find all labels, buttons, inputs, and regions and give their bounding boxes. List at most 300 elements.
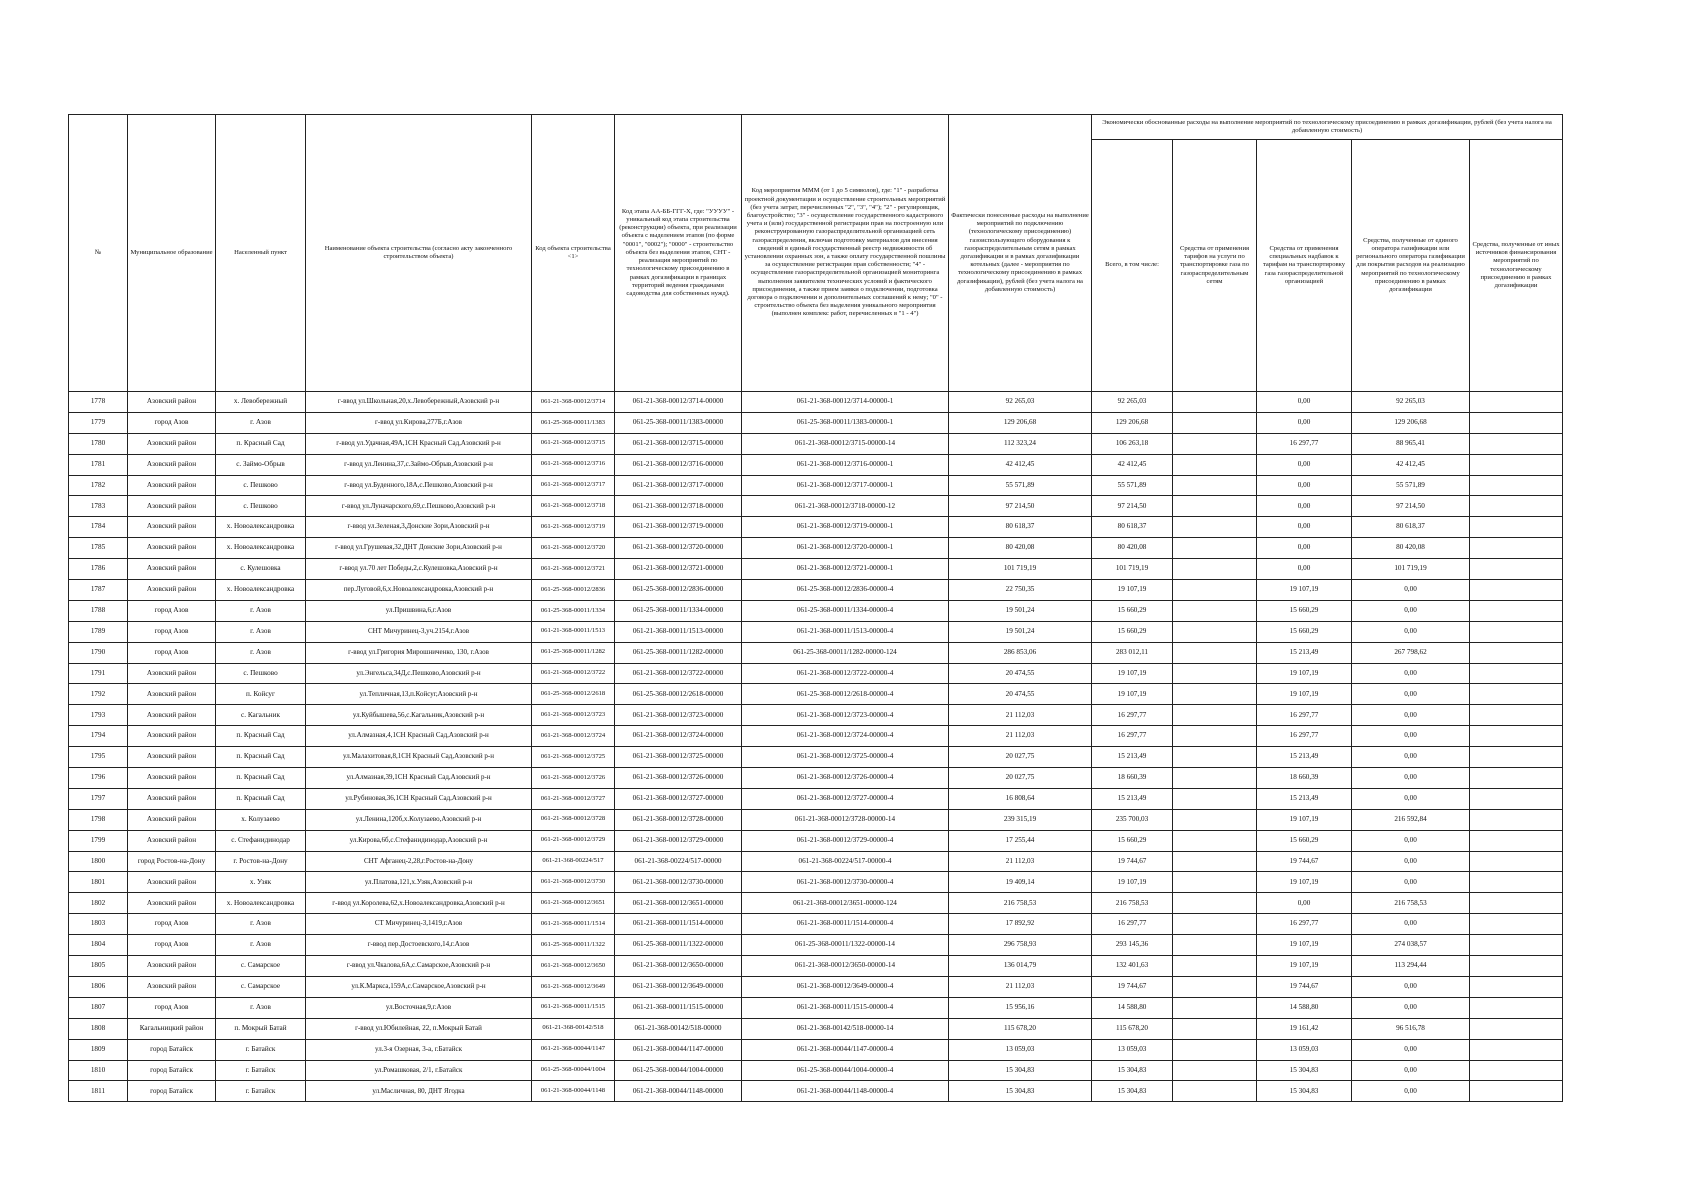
cell-event-code: 061-21-368-00142/518-00000-14: [742, 1018, 949, 1039]
cell-tariff-funds: [1173, 454, 1257, 475]
cell-event-code: 061-21-368-00012/3725-00000-4: [742, 747, 949, 768]
table-row: [69, 475, 1563, 496]
cell-municipality: Азовский район: [128, 496, 216, 517]
cell-operator-funds: 55 571,89: [1352, 475, 1470, 496]
cell-municipality: Азовский район: [128, 726, 216, 747]
cell-event-code: 061-21-368-00012/3718-00000-12: [742, 496, 949, 517]
cell-object-name: ул.Рубиновая,36,1СН Красный Сад,Азовский р-н: [306, 788, 532, 809]
cell-total: 101 719,19: [1092, 559, 1173, 580]
cell-object-name: г-ввод ул.Григория Мирошниченко, 130, г.Азов: [306, 642, 532, 663]
cell-total: 19 107,19: [1092, 872, 1173, 893]
cell-other-funds: [1470, 1039, 1563, 1060]
header-markup-funds: Средства от применения специальных надбавок к тарифам на транспортировку газа газораспределительной организацией: [1257, 140, 1352, 392]
cell-object-name: СНТ Мичуринец-3,уч.2154,г.Азов: [306, 621, 532, 642]
cell-tariff-funds: [1173, 768, 1257, 789]
cell-municipality: город Азов: [128, 914, 216, 935]
cell-municipality: город Ростов-на-Дону: [128, 851, 216, 872]
cell-settlement: с. Пешково: [216, 475, 306, 496]
table-row: [69, 642, 1563, 663]
cell-actual-costs: 19 501,24: [949, 621, 1092, 642]
cell-operator-funds: 0,00: [1352, 914, 1470, 935]
cell-other-funds: [1470, 1060, 1563, 1081]
cell-tariff-funds: [1173, 747, 1257, 768]
cell-object-name: г-ввод пер.Достоевского,14,г.Азов: [306, 935, 532, 956]
table-row: [69, 684, 1563, 705]
cell-tariff-funds: [1173, 663, 1257, 684]
cell-num: 1789: [69, 621, 128, 642]
cell-operator-funds: 96 516,78: [1352, 1018, 1470, 1039]
header-actual-costs: Фактически понесенные расходы на выполнение мероприятий по подключению (технологическому присоединению) газоиспользующего оборудования к газораспределительным сетям в рамках догазификации и в рамках догазификации котельных (далее - мероприятия по технологическому присоединению в рамках догазификации), рублей (без учета налога на добавленную стоимость): [949, 115, 1092, 392]
cell-object-name: ул.Платова,121,х.Узяк,Азовский р-н: [306, 872, 532, 893]
cell-total: 55 571,89: [1092, 475, 1173, 496]
cell-other-funds: [1470, 412, 1563, 433]
cell-object-code: 061-21-368-00012/3650: [532, 956, 615, 977]
cell-event-code: 061-21-368-00044/1147-00000-4: [742, 1039, 949, 1060]
cell-object-name: г-ввод ул.Буденного,18А,с.Пешково,Азовский р-н: [306, 475, 532, 496]
cell-actual-costs: 15 304,83: [949, 1060, 1092, 1081]
cell-municipality: город Батайск: [128, 1060, 216, 1081]
cell-operator-funds: 42 412,45: [1352, 454, 1470, 475]
cell-event-code: 061-21-368-00012/3722-00000-4: [742, 663, 949, 684]
cell-num: 1794: [69, 726, 128, 747]
cell-settlement: п. Красный Сад: [216, 433, 306, 454]
cell-event-code: 061-21-368-00011/1514-00000-4: [742, 914, 949, 935]
cell-tariff-funds: [1173, 893, 1257, 914]
cell-stage-code: 061-25-368-00044/1004-00000: [615, 1060, 742, 1081]
cell-object-name: г-ввод ул.Юбилейная, 22, п.Мокрый Батай: [306, 1018, 532, 1039]
header-settlement: Населенный пункт: [216, 115, 306, 392]
table-row: [69, 830, 1563, 851]
cell-markup-funds: 16 297,77: [1257, 726, 1352, 747]
cell-municipality: Азовский район: [128, 559, 216, 580]
cell-num: 1796: [69, 768, 128, 789]
cell-stage-code: 061-21-368-00012/3726-00000: [615, 768, 742, 789]
cell-stage-code: 061-21-368-00044/1148-00000: [615, 1081, 742, 1102]
cell-event-code: 061-21-368-00012/3727-00000-4: [742, 788, 949, 809]
cell-settlement: с. Самарское: [216, 956, 306, 977]
table-row: [69, 893, 1563, 914]
cell-municipality: Азовский район: [128, 663, 216, 684]
cell-operator-funds: 0,00: [1352, 663, 1470, 684]
header-event-code: Код мероприятия МММ (от 1 до 5 символов), где: "1" - разработка проектной документации и осуществление строительных мероприятий (без учета затрат, перечисленных "2", "3", "4"); "2" - регулировщик, благоустройство; "3" - осуществление государственного кадастрового учета и (или) государственной регистрации прав на построенную или реконструированную газораспределительной организацией сеть газораспределения, включая подготовку материалов для внесения сведений в единый государственный реестр недвижимости об установлении охранных зон, а также оплату государственной пошлины за осуществление регистрации прав собственности; "4" - осуществление газораспределительной организацией мониторинга выполнения заявителем технических условий и фактического присоединения, а также прием заявки о подключении, подготовка договора о подключении и дополнительных соглашений к нему; "0" - строительство объекта без выделения уникального мероприятия (выполнен комплекс работ, перечисленных в "1 - 4"): [742, 115, 949, 392]
cell-event-code: 061-21-368-00012/3730-00000-4: [742, 872, 949, 893]
cell-markup-funds: 19 107,19: [1257, 809, 1352, 830]
cell-stage-code: 061-25-368-00011/1282-00000: [615, 642, 742, 663]
cell-num: 1811: [69, 1081, 128, 1102]
cell-other-funds: [1470, 392, 1563, 413]
table-row: [69, 600, 1563, 621]
cell-total: 16 297,77: [1092, 914, 1173, 935]
cell-operator-funds: 0,00: [1352, 747, 1470, 768]
table-row: [69, 1081, 1563, 1102]
cell-event-code: 061-21-368-00012/3651-00000-124: [742, 893, 949, 914]
cell-stage-code: 061-21-368-00012/3715-00000: [615, 433, 742, 454]
cell-markup-funds: 19 107,19: [1257, 580, 1352, 601]
cell-num: 1803: [69, 914, 128, 935]
cell-object-name: ул.Ленина,120б,х.Колузаево,Азовский р-н: [306, 809, 532, 830]
cell-other-funds: [1470, 580, 1563, 601]
table-row: [69, 1039, 1563, 1060]
cell-markup-funds: 15 304,83: [1257, 1060, 1352, 1081]
table-row: [69, 1060, 1563, 1081]
cell-municipality: Азовский район: [128, 475, 216, 496]
cell-markup-funds: 15 660,29: [1257, 600, 1352, 621]
table-row: [69, 496, 1563, 517]
cell-settlement: с. Кагальник: [216, 705, 306, 726]
table-row: [69, 788, 1563, 809]
cell-markup-funds: 0,00: [1257, 475, 1352, 496]
cell-other-funds: [1470, 997, 1563, 1018]
cell-total: 19 107,19: [1092, 580, 1173, 601]
cell-event-code: 061-21-368-00012/3649-00000-4: [742, 976, 949, 997]
cell-total: 14 588,80: [1092, 997, 1173, 1018]
cell-object-code: 061-21-368-00044/1148: [532, 1081, 615, 1102]
cell-markup-funds: 15 213,49: [1257, 747, 1352, 768]
cell-other-funds: [1470, 809, 1563, 830]
cell-markup-funds: 16 297,77: [1257, 433, 1352, 454]
cell-actual-costs: 17 892,92: [949, 914, 1092, 935]
cell-tariff-funds: [1173, 559, 1257, 580]
cell-num: 1799: [69, 830, 128, 851]
cell-settlement: п. Койсуг: [216, 684, 306, 705]
cell-tariff-funds: [1173, 976, 1257, 997]
cell-actual-costs: 21 112,03: [949, 851, 1092, 872]
cell-total: 106 263,18: [1092, 433, 1173, 454]
cell-markup-funds: 14 588,80: [1257, 997, 1352, 1018]
cell-num: 1810: [69, 1060, 128, 1081]
cell-object-code: 061-25-368-00011/1282: [532, 642, 615, 663]
cell-other-funds: [1470, 914, 1563, 935]
cell-settlement: г. Батайск: [216, 1039, 306, 1060]
cell-object-name: СТ Мичуринец-3,1419,г.Азов: [306, 914, 532, 935]
cell-markup-funds: 19 744,67: [1257, 851, 1352, 872]
cell-operator-funds: 216 592,84: [1352, 809, 1470, 830]
cell-object-name: ул.Ромашковая, 2/1, г.Батайск: [306, 1060, 532, 1081]
cell-settlement: с. Пешково: [216, 663, 306, 684]
cell-operator-funds: 129 206,68: [1352, 412, 1470, 433]
cell-settlement: п. Красный Сад: [216, 747, 306, 768]
cell-object-code: 061-21-368-00012/3715: [532, 433, 615, 454]
cell-tariff-funds: [1173, 997, 1257, 1018]
cell-num: 1805: [69, 956, 128, 977]
cell-tariff-funds: [1173, 872, 1257, 893]
cell-event-code: 061-21-368-00011/1513-00000-4: [742, 621, 949, 642]
cell-actual-costs: 216 758,53: [949, 893, 1092, 914]
cell-event-code: 061-21-368-00044/1148-00000-4: [742, 1081, 949, 1102]
cell-event-code: 061-25-368-00011/1334-00000-4: [742, 600, 949, 621]
cell-settlement: х. Колузаево: [216, 809, 306, 830]
cell-other-funds: [1470, 663, 1563, 684]
cell-markup-funds: 19 107,19: [1257, 935, 1352, 956]
cell-tariff-funds: [1173, 642, 1257, 663]
header-operator-funds: Средства, полученные от единого оператора газификации или регионального оператора газификации для покрытия расходов на реализацию мероприятий по технологическому присоединению в рамках догазификации: [1352, 140, 1470, 392]
table-body: [69, 392, 1563, 1102]
table-row: [69, 914, 1563, 935]
cell-actual-costs: 42 412,45: [949, 454, 1092, 475]
cell-object-code: 061-21-368-00012/3726: [532, 768, 615, 789]
cell-event-code: 061-25-368-00012/2618-00000-4: [742, 684, 949, 705]
cell-object-code: 061-25-368-00011/1334: [532, 600, 615, 621]
cell-operator-funds: 0,00: [1352, 851, 1470, 872]
table-row: [69, 538, 1563, 559]
cell-object-code: 061-21-368-00012/3724: [532, 726, 615, 747]
cell-other-funds: [1470, 976, 1563, 997]
table-row: [69, 997, 1563, 1018]
cell-municipality: город Азов: [128, 997, 216, 1018]
cell-object-name: ул.Куйбышева,56,с.Кагальник,Азовский р-н: [306, 705, 532, 726]
cell-object-name: пер.Луговой,6,х.Новоалександровка,Азовский р-н: [306, 580, 532, 601]
cell-settlement: с. Стефанидинодар: [216, 830, 306, 851]
cell-object-name: ул.Пришвина,6,г.Азов: [306, 600, 532, 621]
cell-tariff-funds: [1173, 496, 1257, 517]
cell-object-code: 061-21-368-00012/3720: [532, 538, 615, 559]
header-num: №: [69, 115, 128, 392]
cell-other-funds: [1470, 433, 1563, 454]
cell-num: 1809: [69, 1039, 128, 1060]
table-row: [69, 768, 1563, 789]
cell-event-code: 061-21-368-00012/3650-00000-14: [742, 956, 949, 977]
cell-municipality: город Азов: [128, 621, 216, 642]
table-row: [69, 851, 1563, 872]
cell-event-code: 061-21-368-00012/3723-00000-4: [742, 705, 949, 726]
cell-event-code: 061-25-368-00044/1004-00000-4: [742, 1060, 949, 1081]
cell-stage-code: 061-25-368-00011/1383-00000: [615, 412, 742, 433]
cell-object-code: 061-25-368-00012/2836: [532, 580, 615, 601]
cell-other-funds: [1470, 705, 1563, 726]
cell-operator-funds: 0,00: [1352, 705, 1470, 726]
cell-total: 19 744,67: [1092, 976, 1173, 997]
cell-settlement: с. Пешково: [216, 496, 306, 517]
cell-stage-code: 061-21-368-00012/3716-00000: [615, 454, 742, 475]
cell-other-funds: [1470, 872, 1563, 893]
cell-other-funds: [1470, 935, 1563, 956]
cell-object-code: 061-21-368-00011/1513: [532, 621, 615, 642]
cell-object-code: 061-21-368-00011/1514: [532, 914, 615, 935]
cell-markup-funds: 19 107,19: [1257, 684, 1352, 705]
cell-operator-funds: 0,00: [1352, 976, 1470, 997]
cell-stage-code: 061-21-368-00012/3720-00000: [615, 538, 742, 559]
cell-tariff-funds: [1173, 600, 1257, 621]
table-row: [69, 580, 1563, 601]
cell-object-code: 061-21-368-00012/3725: [532, 747, 615, 768]
cell-markup-funds: 0,00: [1257, 392, 1352, 413]
cell-operator-funds: 0,00: [1352, 621, 1470, 642]
cell-other-funds: [1470, 559, 1563, 580]
cell-stage-code: 061-21-368-00012/3727-00000: [615, 788, 742, 809]
table-row: [69, 454, 1563, 475]
cell-actual-costs: 21 112,03: [949, 726, 1092, 747]
cell-other-funds: [1470, 600, 1563, 621]
cell-settlement: с. Кулешовка: [216, 559, 306, 580]
cell-object-code: 061-21-368-00012/3722: [532, 663, 615, 684]
header-object-name: Наименование объекта строительства (согласно акту законченного строительством объекта): [306, 115, 532, 392]
cell-other-funds: [1470, 1018, 1563, 1039]
cell-object-name: ул.Масличная, 80, ДНТ Ягодка: [306, 1081, 532, 1102]
table-row: [69, 412, 1563, 433]
cell-settlement: г. Ростов-на-Дону: [216, 851, 306, 872]
cell-stage-code: 061-21-368-00012/3649-00000: [615, 976, 742, 997]
cell-tariff-funds: [1173, 809, 1257, 830]
cell-municipality: Азовский район: [128, 872, 216, 893]
cell-object-name: ул.Алмазная,39,1СН Красный Сад,Азовский р-н: [306, 768, 532, 789]
cell-settlement: х. Новоалександровка: [216, 538, 306, 559]
cell-municipality: город Азов: [128, 642, 216, 663]
cell-stage-code: 061-21-368-00012/3728-00000: [615, 809, 742, 830]
cell-other-funds: [1470, 517, 1563, 538]
cell-num: 1782: [69, 475, 128, 496]
cell-settlement: г. Азов: [216, 600, 306, 621]
cell-actual-costs: 115 678,20: [949, 1018, 1092, 1039]
cell-municipality: Азовский район: [128, 893, 216, 914]
cell-settlement: с. Самарское: [216, 976, 306, 997]
cell-event-code: 061-21-368-00011/1515-00000-4: [742, 997, 949, 1018]
cell-municipality: Азовский район: [128, 788, 216, 809]
cell-num: 1808: [69, 1018, 128, 1039]
cell-settlement: г. Азов: [216, 935, 306, 956]
cell-total: 15 213,49: [1092, 788, 1173, 809]
cell-municipality: Азовский район: [128, 454, 216, 475]
cell-num: 1781: [69, 454, 128, 475]
cell-actual-costs: 20 027,75: [949, 747, 1092, 768]
cell-actual-costs: 286 853,06: [949, 642, 1092, 663]
cell-operator-funds: 0,00: [1352, 830, 1470, 851]
cell-settlement: г. Азов: [216, 997, 306, 1018]
table-row: [69, 621, 1563, 642]
cell-operator-funds: 113 294,44: [1352, 956, 1470, 977]
cell-settlement: г. Батайск: [216, 1060, 306, 1081]
cell-object-code: 061-25-368-00012/2618: [532, 684, 615, 705]
cell-operator-funds: 0,00: [1352, 726, 1470, 747]
cell-municipality: Азовский район: [128, 392, 216, 413]
cell-actual-costs: 13 059,03: [949, 1039, 1092, 1060]
cell-other-funds: [1470, 684, 1563, 705]
cell-actual-costs: 55 571,89: [949, 475, 1092, 496]
header-object-code: Код объекта строительства <1>: [532, 115, 615, 392]
cell-object-code: 061-21-368-00012/3721: [532, 559, 615, 580]
cell-total: 283 012,11: [1092, 642, 1173, 663]
cell-stage-code: 061-21-368-00012/3722-00000: [615, 663, 742, 684]
table-row: [69, 872, 1563, 893]
cell-tariff-funds: [1173, 1060, 1257, 1081]
cell-settlement: х. Новоалександровка: [216, 517, 306, 538]
cell-tariff-funds: [1173, 517, 1257, 538]
cell-settlement: х. Новоалександровка: [216, 580, 306, 601]
cell-total: 13 059,03: [1092, 1039, 1173, 1060]
cell-event-code: 061-21-368-00012/3716-00000-1: [742, 454, 949, 475]
cell-municipality: город Азов: [128, 935, 216, 956]
table-row: [69, 433, 1563, 454]
cell-other-funds: [1470, 830, 1563, 851]
cell-tariff-funds: [1173, 433, 1257, 454]
cell-actual-costs: 239 315,19: [949, 809, 1092, 830]
cell-municipality: Азовский район: [128, 809, 216, 830]
cell-tariff-funds: [1173, 1039, 1257, 1060]
cell-object-code: 061-21-368-00012/3649: [532, 976, 615, 997]
table-row: [69, 809, 1563, 830]
table-row: [69, 726, 1563, 747]
table-row: [69, 1018, 1563, 1039]
cell-stage-code: 061-21-368-00224/517-00000: [615, 851, 742, 872]
cell-stage-code: 061-25-368-00011/1334-00000: [615, 600, 742, 621]
cell-num: 1791: [69, 663, 128, 684]
table-header: [69, 115, 1563, 392]
cell-municipality: Азовский район: [128, 433, 216, 454]
cell-total: 293 145,36: [1092, 935, 1173, 956]
cell-markup-funds: 19 107,19: [1257, 956, 1352, 977]
cell-total: 19 107,19: [1092, 663, 1173, 684]
cell-stage-code: 061-21-368-00011/1515-00000: [615, 997, 742, 1018]
cell-municipality: Азовский район: [128, 768, 216, 789]
cell-settlement: п. Мокрый Батай: [216, 1018, 306, 1039]
cell-markup-funds: 15 213,49: [1257, 642, 1352, 663]
cell-settlement: г. Азов: [216, 642, 306, 663]
cell-num: 1798: [69, 809, 128, 830]
cell-total: 80 420,08: [1092, 538, 1173, 559]
cell-stage-code: 061-21-368-00012/3729-00000: [615, 830, 742, 851]
cell-object-code: 061-21-368-00012/3719: [532, 517, 615, 538]
cell-actual-costs: 22 750,35: [949, 580, 1092, 601]
table-row: [69, 935, 1563, 956]
cell-object-code: 061-21-368-00224/517: [532, 851, 615, 872]
cell-markup-funds: 19 161,42: [1257, 1018, 1352, 1039]
cell-object-name: г-ввод ул.Королева,62,х.Новоалександровка,Азовский р-н: [306, 893, 532, 914]
cell-municipality: Азовский район: [128, 517, 216, 538]
cell-num: 1779: [69, 412, 128, 433]
cell-total: 15 660,29: [1092, 600, 1173, 621]
cell-object-name: ул.Тепличная,13,п.Койсуг,Азовский р-н: [306, 684, 532, 705]
cell-markup-funds: 19 107,19: [1257, 663, 1352, 684]
cell-municipality: Азовский район: [128, 956, 216, 977]
cell-object-code: 061-21-368-00012/3728: [532, 809, 615, 830]
cell-event-code: 061-21-368-00012/3720-00000-1: [742, 538, 949, 559]
cell-total: 15 304,83: [1092, 1060, 1173, 1081]
cell-markup-funds: 0,00: [1257, 559, 1352, 580]
cell-actual-costs: 19 409,14: [949, 872, 1092, 893]
cell-stage-code: 061-21-368-00011/1513-00000: [615, 621, 742, 642]
cell-num: 1795: [69, 747, 128, 768]
cell-operator-funds: 0,00: [1352, 1039, 1470, 1060]
cell-markup-funds: 15 304,83: [1257, 1081, 1352, 1102]
cell-num: 1793: [69, 705, 128, 726]
cell-object-name: г-ввод ул.Школьная,20,х.Левобережный,Азовский р-н: [306, 392, 532, 413]
cell-num: 1785: [69, 538, 128, 559]
cell-actual-costs: 129 206,68: [949, 412, 1092, 433]
cell-total: 216 758,53: [1092, 893, 1173, 914]
cell-other-funds: [1470, 496, 1563, 517]
cell-other-funds: [1470, 788, 1563, 809]
cell-markup-funds: 0,00: [1257, 496, 1352, 517]
cell-actual-costs: 17 255,44: [949, 830, 1092, 851]
cell-markup-funds: 0,00: [1257, 412, 1352, 433]
cell-stage-code: 061-21-368-00012/3724-00000: [615, 726, 742, 747]
table-row: [69, 956, 1563, 977]
cell-event-code: 061-25-368-00012/2836-00000-4: [742, 580, 949, 601]
cell-object-code: 061-21-368-00012/3730: [532, 872, 615, 893]
cell-operator-funds: 80 420,08: [1352, 538, 1470, 559]
cell-markup-funds: 15 213,49: [1257, 788, 1352, 809]
table-row: [69, 747, 1563, 768]
cell-tariff-funds: [1173, 1081, 1257, 1102]
cell-num: 1778: [69, 392, 128, 413]
cell-object-code: 061-21-368-00044/1147: [532, 1039, 615, 1060]
cell-total: 18 660,39: [1092, 768, 1173, 789]
cell-event-code: 061-21-368-00012/3721-00000-1: [742, 559, 949, 580]
cell-operator-funds: 88 965,41: [1352, 433, 1470, 454]
cell-operator-funds: 0,00: [1352, 1081, 1470, 1102]
cell-actual-costs: 19 501,24: [949, 600, 1092, 621]
cell-object-code: 061-21-368-00012/3717: [532, 475, 615, 496]
cell-other-funds: [1470, 851, 1563, 872]
